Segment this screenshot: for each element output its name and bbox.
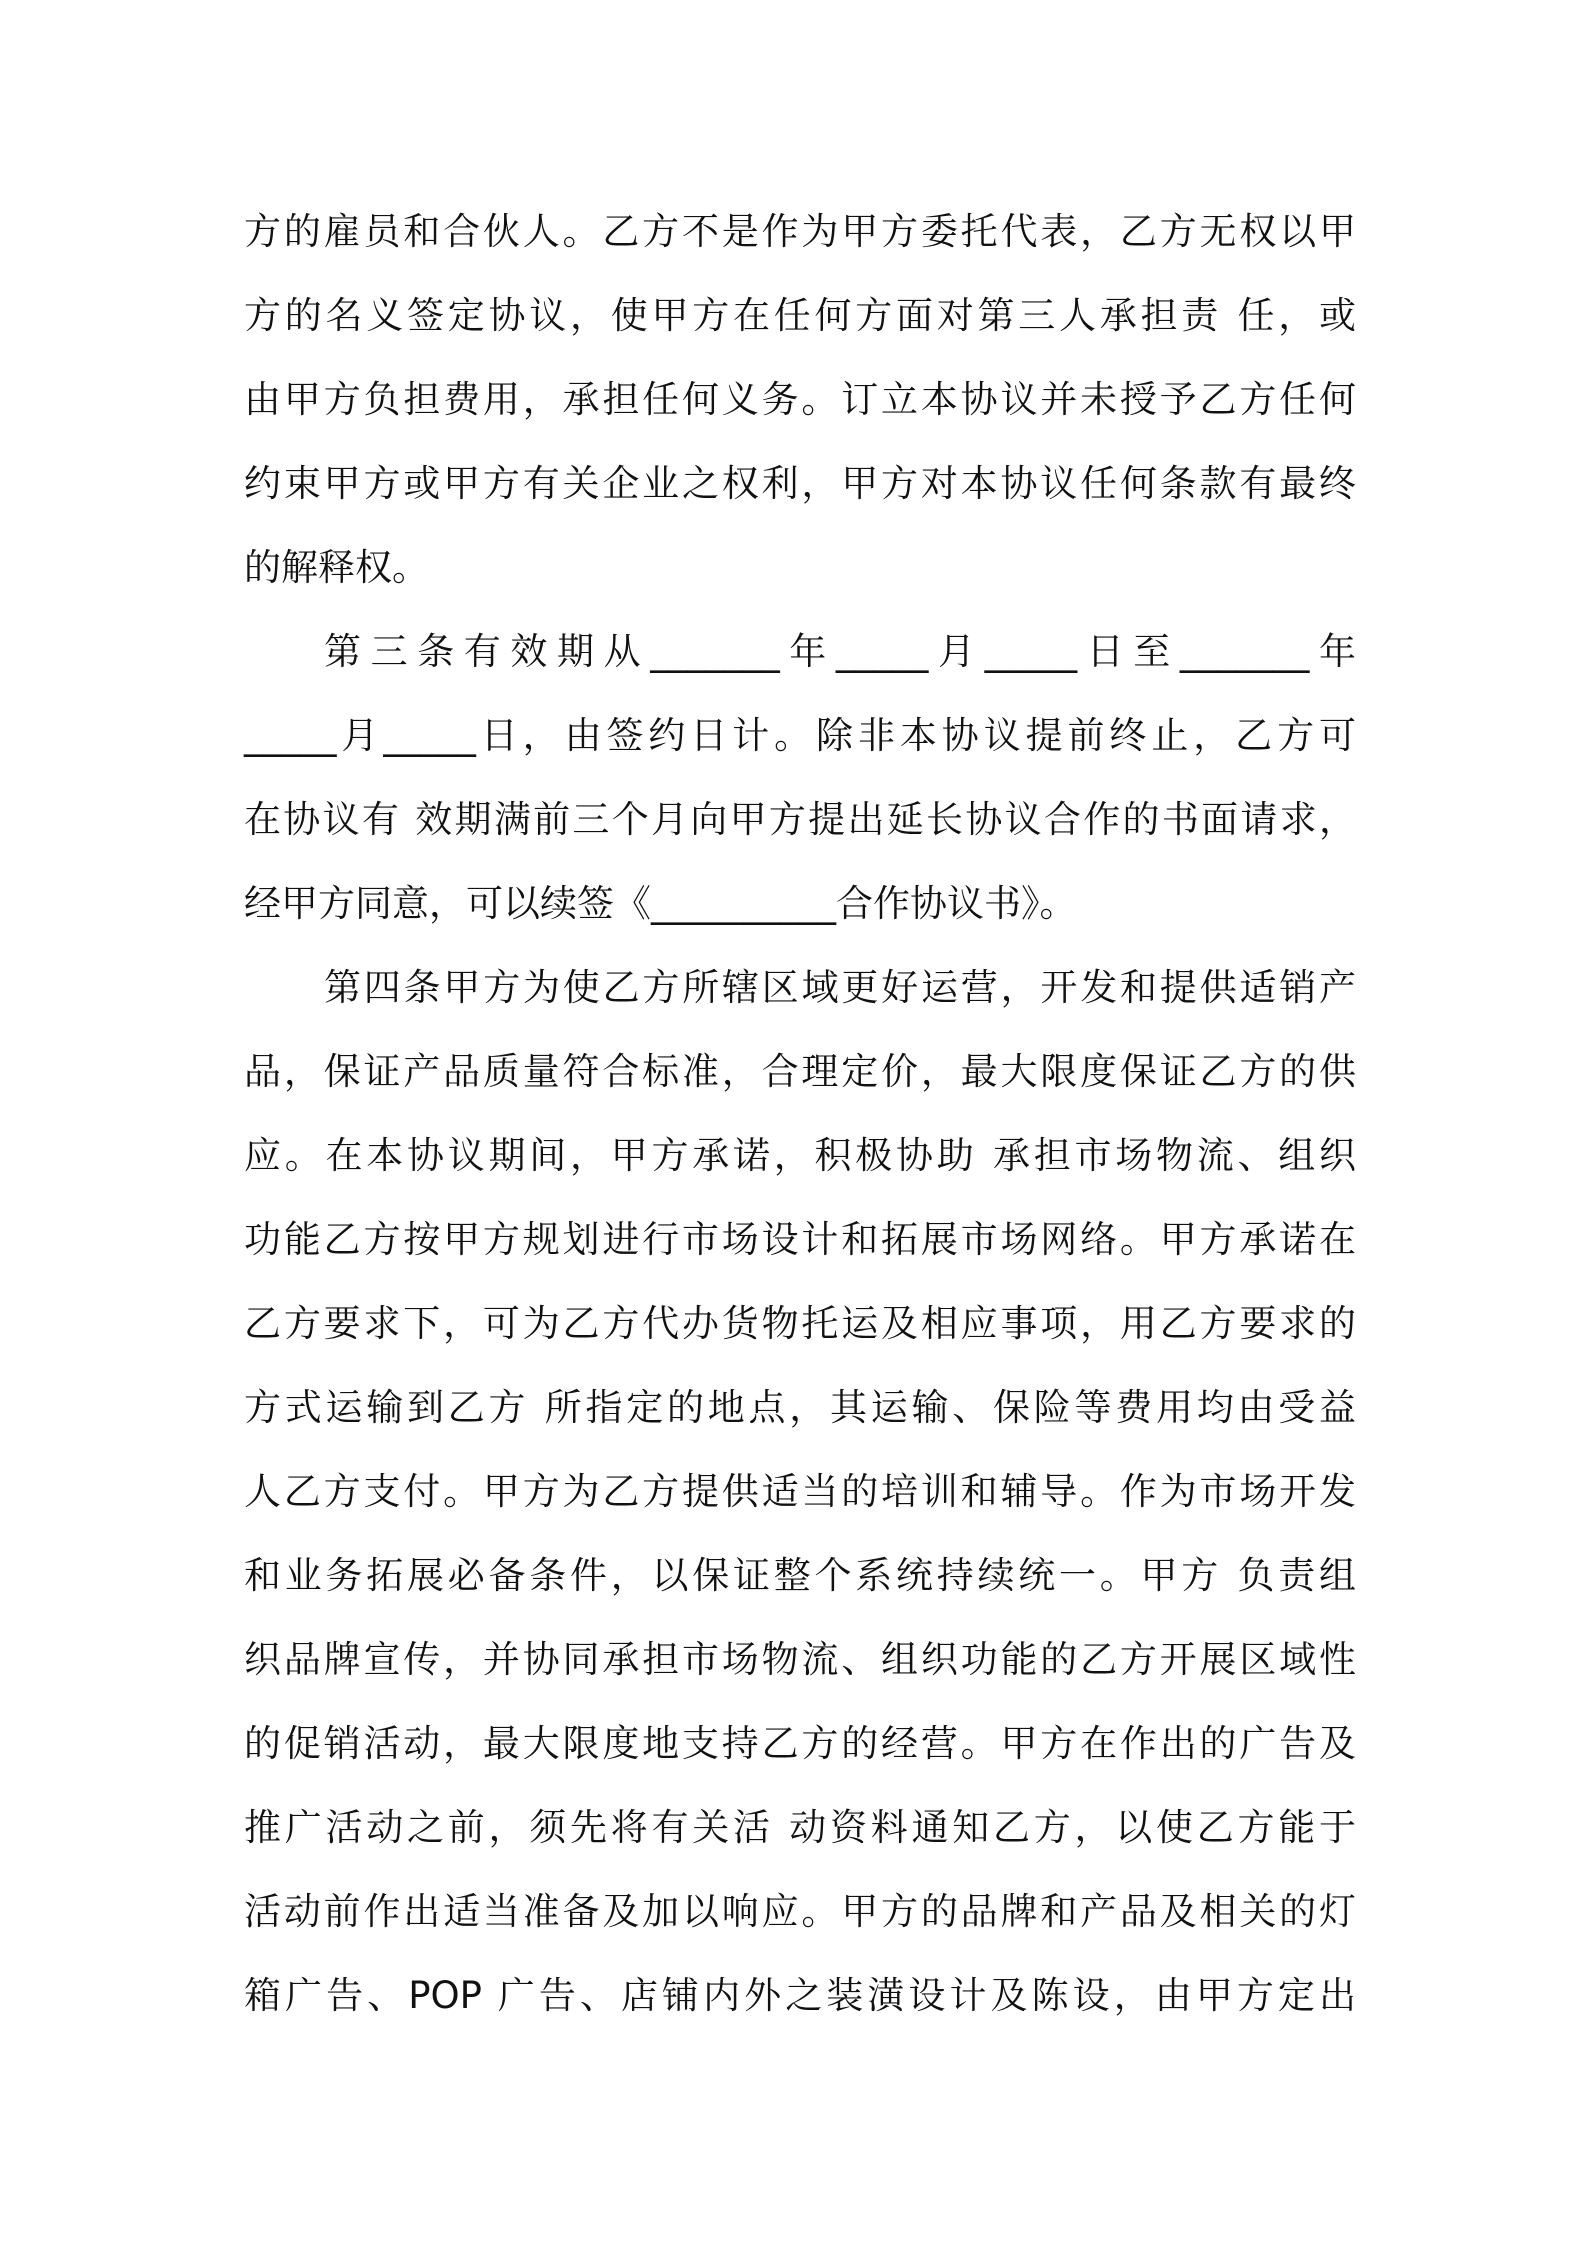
contract-body-text xyxy=(244,190,1356,2038)
text-line: 方式运输到乙方 所指定的地点，其运输、保险等费用均由受益 xyxy=(244,1386,1356,1429)
text-line: 经甲方同意，可以续签《__________合作协议书》。 xyxy=(244,882,1077,925)
text-line: 箱广告、POP 广告、店铺内外之装潢设计及陈设，由甲方定出 xyxy=(244,1974,1356,2017)
text-line: 推广活动之前，须先将有关活 动资料通知乙方，以使乙方能于 xyxy=(244,1806,1356,1849)
text-line: 织品牌宣传，并协同承担市场物流、组织功能的乙方开展区域性 xyxy=(244,1638,1356,1681)
clause-4-heading-line: 第四条甲方为使乙方所辖区域更好运营，开发和提供适销产 xyxy=(324,966,1356,1009)
text-line: 方的雇员和合伙人。乙方不是作为甲方委托代表，乙方无权以甲 xyxy=(244,210,1356,253)
text-line: 和业务拓展必备条件，以保证整个系统持续统一。甲方 负责组 xyxy=(244,1554,1356,1597)
text-line: _____月_____日，由签约日计。除非本协议提前终止，乙方可 xyxy=(244,714,1356,757)
text-line: 人乙方支付。甲方为乙方提供适当的培训和辅导。作为市场开发 xyxy=(244,1470,1356,1513)
text-line: 乙方要求下，可为乙方代办货物托运及相应事项，用乙方要求的 xyxy=(244,1302,1356,1345)
text-line: 功能乙方按甲方规划进行市场设计和拓展市场网络。甲方承诺在 xyxy=(244,1218,1356,1261)
text-line: 的解释权。 xyxy=(244,546,429,589)
text-line: 的促销活动，最大限度地支持乙方的经营。甲方在作出的广告及 xyxy=(244,1722,1356,1765)
text-line: 应。在本协议期间，甲方承诺，积极协助 承担市场物流、组织 xyxy=(244,1134,1356,1177)
text-line: 由甲方负担费用，承担任何义务。订立本协议并未授予乙方任何 xyxy=(244,378,1356,421)
text-line: 方的名义签定协议，使甲方在任何方面对第三人承担责 任，或 xyxy=(244,294,1356,337)
clause-3-heading-line: 第三条有效期从_______年_____月_____日至_______年 xyxy=(324,630,1356,673)
text-line: 在协议有 效期满前三个月向甲方提出延长协议合作的书面请求， xyxy=(244,798,1356,841)
text-line: 约束甲方或甲方有关企业之权利，甲方对本协议任何条款有最终 xyxy=(244,462,1356,505)
text-line: 活动前作出适当准备及加以响应。甲方的品牌和产品及相关的灯 xyxy=(244,1890,1356,1933)
text-line: 品，保证产品质量符合标准，合理定价，最大限度保证乙方的供 xyxy=(244,1050,1356,1093)
